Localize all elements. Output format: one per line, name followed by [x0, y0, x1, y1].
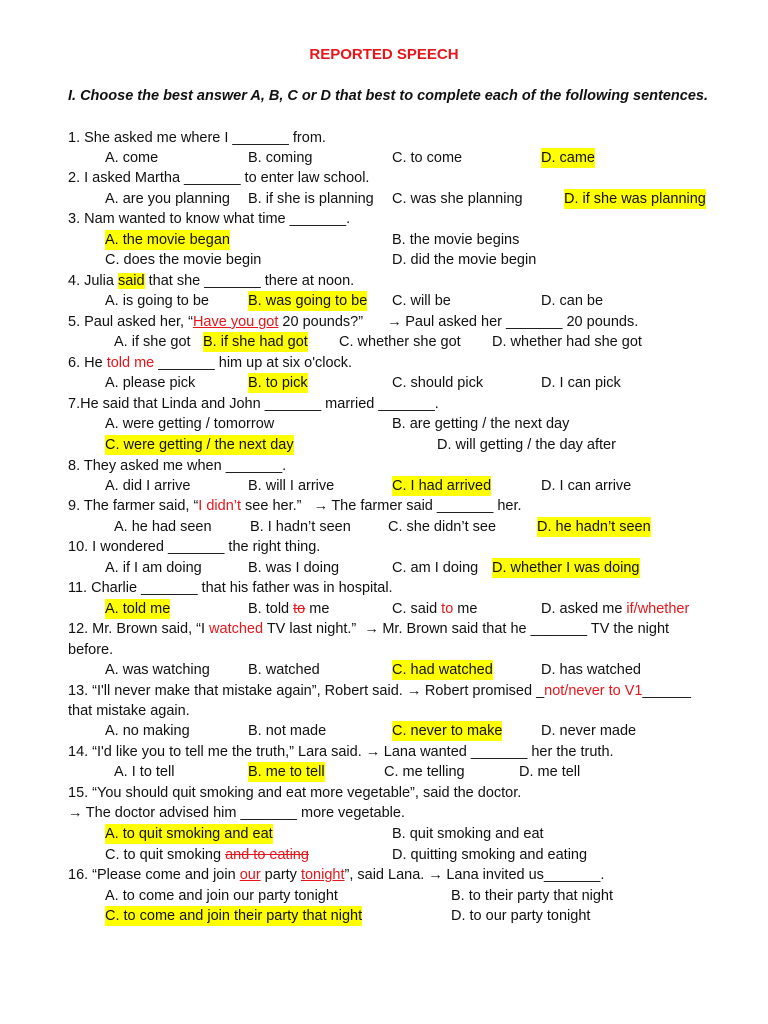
q12-option-c-answer: C. had watched: [392, 662, 493, 678]
q11-option-d: D. asked me if/whether: [541, 601, 690, 617]
q15-option-d: D. quitting smoking and eating: [392, 847, 588, 863]
q9-option-b: B. I hadn’t seen: [250, 519, 351, 535]
question-9: 9. The farmer said, “I didn’t see her.” → The farmer said _______ her.: [68, 498, 522, 514]
q10-option-d-answer: D. whether I was doing: [492, 560, 640, 576]
q14-option-c: C. me telling: [384, 764, 465, 780]
q16-keyword-tonight: tonight: [300, 867, 345, 883]
q4-option-a: A. is going to be: [105, 293, 209, 309]
question-1: 1. She asked me where I _______ from.: [68, 130, 326, 146]
question-13-cont: that mistake again.: [68, 703, 190, 719]
q1-option-a: A. come: [105, 150, 159, 166]
q1-option-d-answer: D. came: [541, 150, 595, 166]
q16-option-c-answer: C. to come and join their party that night: [105, 908, 363, 924]
q6-option-d: D. I can pick: [541, 375, 621, 391]
q10-option-a: A. if I am doing: [105, 560, 202, 576]
q7-option-c-answer: C. were getting / the next day: [105, 437, 294, 453]
q10-option-c: C. am I doing: [392, 560, 479, 576]
q14-option-b-answer: B. me to tell: [248, 764, 325, 780]
q3-option-d: D. did the movie begin: [392, 252, 537, 268]
q16-keyword-our: our: [239, 867, 261, 883]
q15-option-a-answer: A. to quit smoking and eat: [105, 826, 273, 842]
q13-option-c-answer: C. never to make: [392, 723, 503, 739]
q2-option-b: B. if she is planning: [248, 191, 374, 207]
q10-option-b: B. was I doing: [248, 560, 340, 576]
q3-option-c: C. does the movie begin: [105, 252, 262, 268]
instruction: I. Choose the best answer A, B, C or D that best to complete each of the following sentences.: [68, 88, 708, 104]
q16-option-a: A. to come and join our party tonight: [105, 888, 338, 904]
q5-option-d: D. whether had she got: [492, 334, 642, 350]
arrow-icon: →: [387, 314, 402, 330]
question-4: 4. Julia said that she _______ there at noon.: [68, 273, 355, 289]
q8-option-b: B. will I arrive: [248, 478, 335, 494]
arrow-icon: →: [68, 805, 83, 821]
q15-option-c: C. to quit smoking and to eating: [105, 847, 309, 863]
q1-option-c: C. to come: [392, 150, 463, 166]
q5-option-b-answer: B. if she had got: [203, 334, 308, 350]
question-3: 3. Nam wanted to know what time _______.: [68, 211, 351, 227]
question-15-cont: → The doctor advised him _______ more vegetable.: [68, 805, 405, 821]
question-16: 16. “Please come and join our party tonight”, said Lana. → Lana invited us_______.: [68, 867, 605, 883]
q9-option-c: C. she didn’t see: [388, 519, 497, 535]
question-10: 10. I wondered _______ the right thing.: [68, 539, 321, 555]
q3-option-b: B. the movie begins: [392, 232, 520, 248]
question-11: 11. Charlie _______ that his father was in hospital.: [68, 580, 393, 596]
q4-option-c: C. will be: [392, 293, 451, 309]
q2-option-c: C. was she planning: [392, 191, 523, 207]
q6-option-c: C. should pick: [392, 375, 484, 391]
q7-option-b: B. are getting / the next day: [392, 416, 570, 432]
q4-option-d: D. can be: [541, 293, 604, 309]
q8-option-c-answer: C. I had arrived: [392, 478, 492, 494]
question-5: 5. Paul asked her, “Have you got 20 pounds?” → Paul asked her _______ 20 pounds.: [68, 314, 639, 330]
question-8: 8. They asked me when _______.: [68, 458, 287, 474]
q14-option-a: A. I to tell: [114, 764, 175, 780]
q9-option-a: A. he had seen: [114, 519, 212, 535]
question-6: 6. He told me _______ him up at six o'clock.: [68, 355, 353, 371]
arrow-icon: →: [406, 683, 422, 699]
q13-option-b: B. not made: [248, 723, 327, 739]
q12-option-b: B. watched: [248, 662, 320, 678]
arrow-icon: →: [313, 498, 329, 514]
q4-option-b-answer: B. was going to be: [248, 293, 368, 309]
page-title: REPORTED SPEECH: [309, 46, 459, 63]
q13-option-a: A. no making: [105, 723, 190, 739]
q2-option-a: A. are you planning: [105, 191, 230, 207]
q13-keyword: not/never to V1: [544, 683, 643, 699]
q6-keyword: told me: [106, 355, 155, 371]
q11-option-c: C. said to me: [392, 601, 478, 617]
question-12: 12. Mr. Brown said, “I watched TV last night.” → Mr. Brown said that he _______ TV the night: [68, 621, 670, 637]
q9-option-d-answer: D. he hadn’t seen: [537, 519, 651, 535]
q9-keyword: I didn’t: [198, 498, 242, 514]
q13-option-d: D. never made: [541, 723, 637, 739]
question-12-cont: before.: [68, 642, 114, 658]
question-14: 14. “I'd like you to tell me the truth,” Lara said. → Lana wanted _______ her the truth.: [68, 744, 614, 760]
q7-option-d: D. will getting / the day after: [437, 437, 616, 453]
q11-option-a-answer: A. told me: [105, 601, 171, 617]
q5-option-a: A. if she got: [114, 334, 191, 350]
arrow-icon: →: [428, 867, 443, 883]
q4-keyword: said: [117, 273, 145, 289]
q6-option-a: A. please pick: [105, 375, 196, 391]
q14-option-d: D. me tell: [519, 764, 581, 780]
q7-option-a: A. were getting / tomorrow: [105, 416, 275, 432]
q11-option-b: B. told to me: [248, 601, 330, 617]
question-13: 13. “I'll never make that mistake again”, Robert said. → Robert promised _not/never to V1______: [68, 683, 691, 699]
q2-option-d-answer: D. if she was planning: [564, 191, 706, 207]
q16-option-d: D. to our party tonight: [451, 908, 591, 924]
q8-option-a: A. did I arrive: [105, 478, 191, 494]
q12-option-d: D. has watched: [541, 662, 641, 678]
arrow-icon: →: [364, 621, 379, 637]
arrow-icon: →: [365, 744, 381, 760]
q5-keyword: Have you got: [192, 314, 279, 330]
q8-option-d: D. I can arrive: [541, 478, 632, 494]
question-2: 2. I asked Martha _______ to enter law school.: [68, 170, 370, 186]
q12-keyword: watched: [209, 621, 264, 637]
q1-option-b: B. coming: [248, 150, 313, 166]
q12-option-a: A. was watching: [105, 662, 210, 678]
q6-option-b-answer: B. to pick: [248, 375, 308, 391]
q5-option-c: C. whether she got: [339, 334, 461, 350]
question-15: 15. “You should quit smoking and eat more vegetable”, said the doctor.: [68, 785, 522, 801]
question-7: 7.He said that Linda and John _______ married _______.: [68, 396, 439, 412]
q15-option-b: B. quit smoking and eat: [392, 826, 544, 842]
q16-option-b: B. to their party that night: [451, 888, 614, 904]
q3-option-a-answer: A. the movie began: [105, 232, 230, 248]
